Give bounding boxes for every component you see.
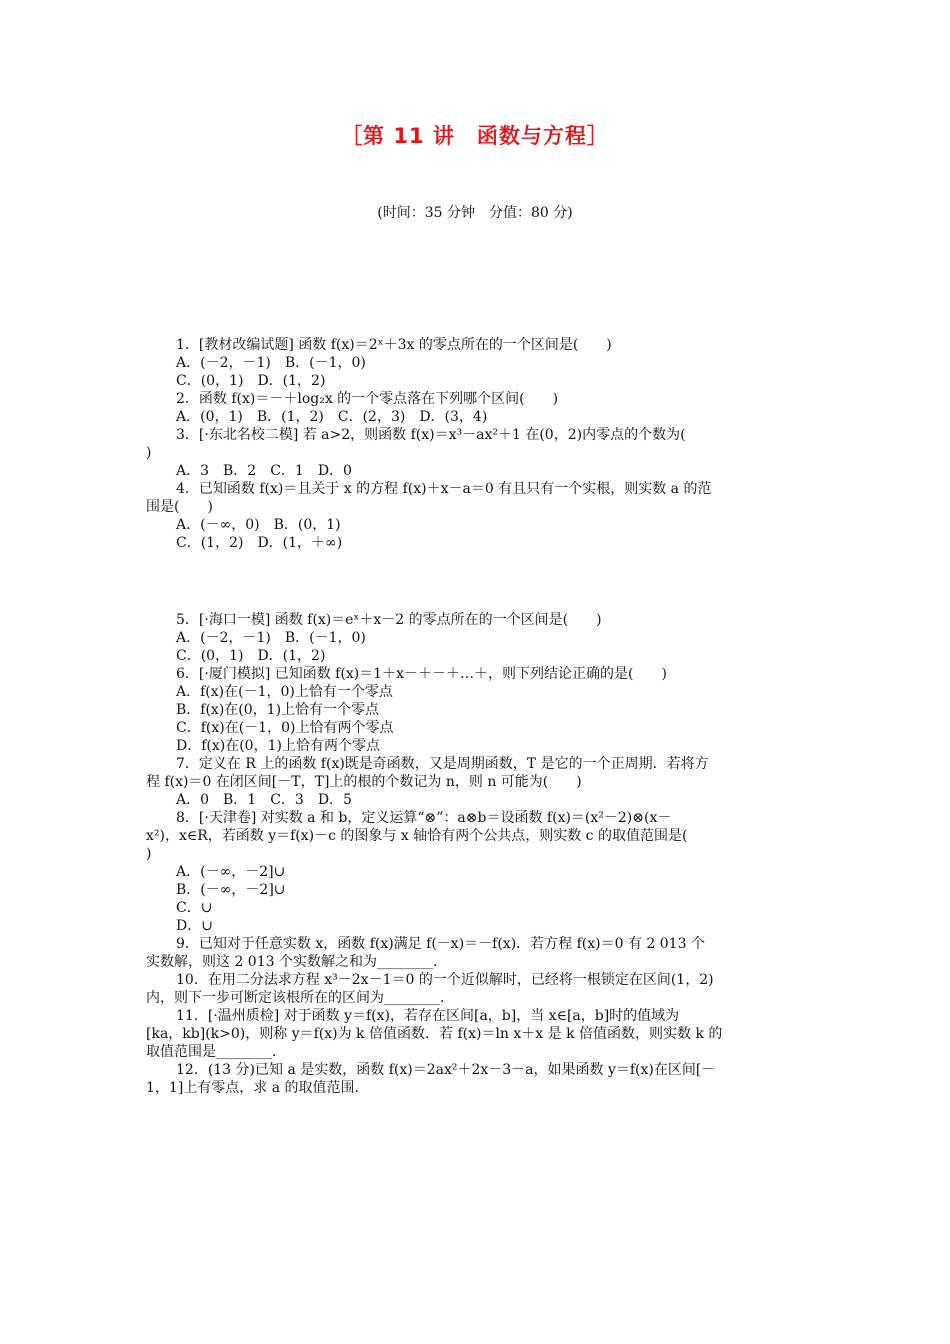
page-subtitle: (时间：35 分钟 分值：80 分)	[377, 205, 573, 221]
text-line: D．∪	[176, 918, 213, 934]
text-line: 3．[·东北名校二模] 若 a>2，则函数 f(x)＝x³－ax²＋1 在(0，2)内零点的个数为(	[176, 427, 686, 443]
text-line: 围是( )	[146, 499, 213, 515]
text-line: 2．函数 f(x)＝－＋log₂x 的一个零点落在下列哪个区间( )	[176, 391, 559, 407]
text-line: )	[146, 846, 152, 862]
text-line: 7．定义在 R 上的函数 f(x)既是奇函数，又是周期函数，T 是它的一个正周期．若将方	[176, 756, 709, 772]
text-line: 4．已知函数 f(x)＝且关于 x 的方程 f(x)＋x－a＝0 有且只有一个实根，则实数 a 的范	[176, 481, 712, 497]
text-line: A．0 B．1 C．3 D．5	[176, 792, 352, 808]
text-line: C．(0，1) D．(1，2)	[176, 648, 326, 664]
text-line: B．f(x)在(0，1)上恰有一个零点	[176, 702, 380, 718]
text-line: 程 f(x)＝0 在闭区间[－T，T]上的根的个数记为 n，则 n 可能为( )	[146, 774, 582, 790]
text-line: A．(－2，－1) B．(－1，0)	[176, 630, 366, 646]
text-line: 9．已知对于任意实数 x，函数 f(x)满足 f(－x)＝－f(x)．若方程 f(x)＝0 有 2 013 个	[176, 936, 705, 952]
text-line: )	[146, 445, 152, 461]
text-line: A．(0，1) B．(1，2) C．(2，3) D．(3，4)	[176, 409, 488, 425]
text-line: 8．[·天津卷] 对实数 a 和 b，定义运算“⊗”：a⊗b＝设函数 f(x)＝(x²－2)⊗(x－	[176, 810, 672, 826]
text-line: C．∪	[176, 900, 213, 916]
text-line: 12．(13 分)已知 a 是实数，函数 f(x)＝2ax²＋2x－3－a，如果函数 y＝f(x)在区间[－	[176, 1062, 716, 1078]
text-line: 5．[·海口一模] 函数 f(x)＝eˣ＋x－2 的零点所在的一个区间是( )	[176, 612, 602, 628]
text-line: 11．[·温州质检] 对于函数 y＝f(x)，若存在区间[a，b]，当 x∈[a，b]时的值域为	[176, 1008, 680, 1024]
text-line: C．(1，2) D．(1，＋∞)	[176, 535, 343, 551]
text-line: 10．在用二分法求方程 x³－2x－1＝0 的一个近似解时，已经将一根锁定在区间(1，2)	[176, 972, 714, 988]
text-line: A．(－2，－1) B．(－1，0)	[176, 355, 366, 371]
text-line: 内，则下一步可断定该根所在的区间为________．	[146, 990, 454, 1006]
text-line: A．(－∞，－2]∪	[176, 864, 286, 880]
text-line: A．(－∞，0) B．(0，1)	[176, 517, 341, 533]
text-line: C．(0，1) D．(1，2)	[176, 373, 326, 389]
text-line: 实数解，则这 2 013 个实数解之和为________．	[146, 954, 447, 970]
page-title: ［第 11 讲 函数与方程］	[341, 124, 609, 148]
text-line: 1．[教材改编试题] 函数 f(x)＝2ˣ＋3x 的零点所在的一个区间是( )	[176, 337, 612, 353]
text-line: [ka，kb](k>0)，则称 y＝f(x)为 k 倍值函数．若 f(x)＝ln x＋x 是 k 倍值函数，则实数 k 的	[146, 1026, 723, 1042]
text-line: 取值范围是________．	[146, 1044, 286, 1060]
text-line: A．f(x)在(－1，0)上恰有一个零点	[176, 684, 393, 700]
text-line: B．(－∞，－2]∪	[176, 882, 286, 898]
text-line: C．f(x)在(－1，0)上恰有两个零点	[176, 720, 394, 736]
text-line: A．3 B．2 C．1 D．0	[176, 463, 352, 479]
text-line: D．f(x)在(0，1)上恰有两个零点	[176, 738, 380, 754]
text-line: 6．[·厦门模拟] 已知函数 f(x)＝1＋x－＋－＋…＋，则下列结论正确的是( )	[176, 666, 667, 682]
text-line: 1，1]上有零点，求 a 的取值范围．	[146, 1080, 369, 1096]
text-line: x²)，x∈R，若函数 y＝f(x)－c 的图象与 x 轴恰有两个公共点，则实数 c 的取值范围是(	[146, 828, 688, 844]
